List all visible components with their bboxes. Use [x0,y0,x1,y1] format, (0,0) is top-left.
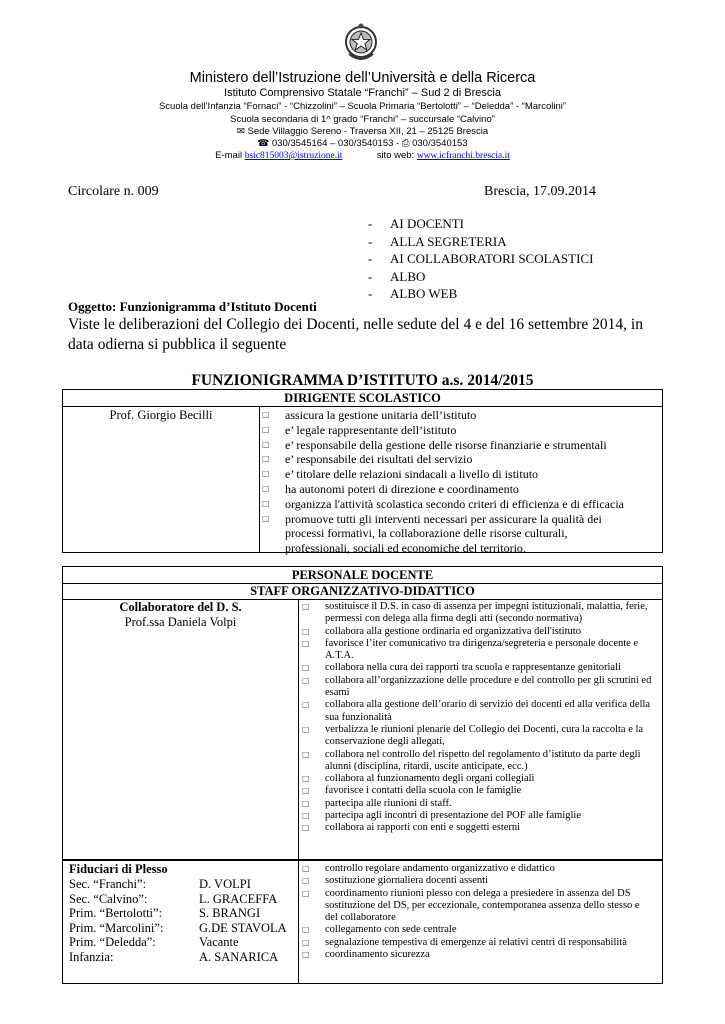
list-item: □ collabora alla gestione ordinaria ed organizzativa dell'istituto [300,626,655,638]
phone-text: 030/3545164 – 030/3540153 - [271,138,400,149]
fiduciario-name: D. VOLPI [199,877,251,891]
table-row [69,921,287,936]
list-item: □ favorisce i contatti della scuola con le famiglie [300,785,655,797]
table-row [69,906,287,921]
list-item: □ collabora al funzionamento degli organi collegiali [300,773,655,785]
recipient-item: - AI COLLABORATORI SCOLASTICI [368,251,594,266]
list-item: □ coordinamento riunioni plesso con delega a presiedere in assenza del DS sostituzione del DS, per eccezionale, contemporanea assenza dello stesso e del collaboratore [300,888,655,925]
list-item: □ collabora nella cura dei rapporti tra scuola e rappresentanze genitoriali [300,662,655,674]
staff-heading: STAFF ORGANIZZATIVO-DIDATTICO [250,584,475,598]
list-item: □ collegamento con sede centrale [300,924,655,936]
plesso-label: Prim. “Marcolini”: [69,920,164,935]
list-item: □ sostituzione giornaliera docenti assenti [300,875,655,887]
recipients-list [368,215,593,303]
list-item: □ organizza l'attività scolastica secondo criteri di efficienza e di efficacia [260,497,660,512]
fax-icon: ⎙ [401,138,410,149]
collaboratore-role: Collaboratore del D. S. [119,600,242,614]
list-item: □ e’ responsabile della gestione delle risorse finanziarie e strumentali [260,438,660,453]
schools-line-1: Scuola dell’Infanzia “Fornaci” - “Chizzolini” – Scuola Primaria “Bertolotti” – “Deledda” - “Marcolini” [158,101,567,112]
recipient-item: - ALLA SEGRETERIA [368,233,507,249]
school-name: Istituto Comprensivo Statale “Franchi” – Sud 2 di Brescia [224,87,501,99]
web-link[interactable]: www.icfranchi.brescia.it [416,151,510,161]
contact-line [0,150,725,161]
list-item: □ segnalazione tempestiva di emergenze ai relativi centri di responsabilità [300,937,655,949]
table-row [69,877,287,892]
recipient-item: - ALBO [368,268,426,284]
personale-heading: PERSONALE DOCENTE [291,568,434,582]
date: Brescia, 17.09.2014 [484,184,596,199]
list-item: □ partecipa alle riunioni di staff. [300,798,655,810]
dirigente-heading: DIRIGENTE SCOLASTICO [284,391,441,405]
fiduciario-name: Vacante [199,935,239,950]
list-item: □ collabora nel controllo del rispetto del regolamento d’istituto da parte degli alunni (disciplina, ritardi, uscite anticipate, ecc.) [300,749,655,774]
dirigente-name: Prof. Giorgio Becilli [109,408,213,422]
email-label: E-mail [215,150,243,161]
fax-text: 030/3540153 [412,138,468,149]
list-item: □ coordinamento sicurezza [300,949,655,961]
list-item: □ controllo regolare andamento organizzativo e didattico [300,863,655,875]
list-item: □ sostituisce il D.S. in caso di assenza per impegni istituzionali, malattia, ferie, permessi con delega alla firma degli atti (secondo normativa) [300,601,655,626]
dirigente-table [62,389,663,556]
collaboratore-name: Prof.ssa Daniela Volpi [124,615,237,629]
table-row [69,892,287,907]
schools-line-2: Scuola secondaria di 1^ grado “Franchi” – succursale “Calvino” [230,114,495,125]
list-item: □ collabora ai rapporti con enti e soggetti esterni [300,822,655,834]
list-item: □ e’ legale rappresentante dell’istituto [260,423,660,438]
list-item: □ assicura la gestione unitaria dell’istituto [260,408,660,423]
ministry-name: Ministero dell’Istruzione dell’Università e della Ricerca [189,70,536,86]
plesso-label: Sec. “Calvino”: [69,891,148,906]
email-link[interactable]: bsic815003@istruzione.it [244,151,343,161]
plesso-label: Prim. “Deledda”: [69,935,156,950]
dirigente-duties [260,408,660,556]
table-row [69,935,287,950]
collaboratore-duties [300,601,655,835]
list-item: □ ha autonomi poteri di direzione e coordinamento [260,482,660,497]
list-item: □ favorisce l’iter comunicativo tra dirigenza/segreteria e personale docente e A.T.A. [300,638,655,663]
list-item: □ collabora all’organizzazione delle procedure e del controllo per gli scrutini ed esami [300,675,655,700]
plesso-label: Prim. “Bertolotti”: [69,906,163,921]
fiduciari-table [69,877,287,965]
list-item: □ promuove tutti gli interventi necessari per assicurare la qualità dei processi formativi, la collaborazione delle risorse culturali, professionali, sociali ed economiche del territorio. [260,512,615,556]
address-text: Sede Villaggio Sereno - Traversa XII, 21 – 25125 Brescia [247,126,489,137]
fiduciario-name: L. GRACEFFA [199,891,278,906]
plesso-label: Infanzia: [69,949,114,964]
fiduciari-duties [300,863,655,961]
envelope-icon: ✉ [236,126,245,137]
web-label: sito web: [376,150,415,161]
fiduciario-name: G.DE STAVOLA [199,920,287,935]
circolare-number: Circolare n. 009 [68,184,159,199]
list-item: □ e’ titolare delle relazioni sindacali a livello di istituto [260,467,660,482]
phone-line [0,138,725,149]
list-item: □ partecipa agli incontri di presentazione del POF alle famiglie [300,810,655,822]
fiduciari-heading: Fiduciari di Plesso [69,862,168,876]
recipient-item: - ALBO WEB [368,286,458,301]
fiduciario-name: S. BRANGI [199,906,261,921]
subject-line: Oggetto: Funzionigramma d’Istituto Docenti [68,299,317,314]
table-row [69,950,287,965]
plesso-label: Sec. “Franchi”: [69,877,147,891]
list-item: □ e’ responsabile dei risultati del servizio [260,452,660,467]
fiduciario-name: A. SANARICA [199,949,279,964]
address-line [0,126,725,137]
list-item: □ verbalizza le riunioni plenarie del Collegio dei Docenti, cura la raccolta e la conservazione degli allegati, [300,724,655,749]
document-title: FUNZIONIGRAMMA D’ISTITUTO a.s. 2014/2015 [191,372,534,389]
personale-table [62,566,663,984]
phone-icon: ☎ [257,138,270,149]
recipient-item: - AI DOCENTI [368,216,465,231]
republic-emblem-icon [343,22,379,64]
intro-paragraph: Viste le deliberazioni del Collegio dei Docenti, nelle sedute del 4 e del 16 settembre 2014, in data odierna si pubblica il seguente [68,316,643,353]
list-item: □ collabora alla gestione dell’orario di servizio dei docenti ed alla verifica della sua funzionalità [300,699,655,724]
